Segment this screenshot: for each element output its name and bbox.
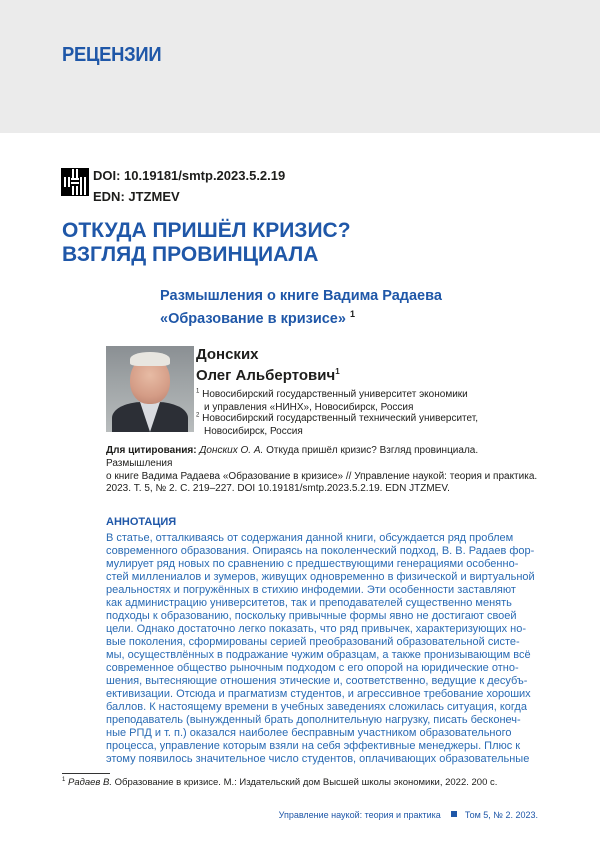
qr-code-icon [62,169,88,195]
annotation-line: подходы к образованию, поскольку привычные формы явно не достигают своей [106,610,517,622]
footnote-mark[interactable]: 1 [349,309,355,319]
journal-name: Управление наукой: теория и практика [278,810,441,820]
subtitle-line: «Образование в кризисе» $^1$ [160,309,355,327]
annotation-line: цели. Однако достаточно легко показать, что ряд привычек, характеризующих но- [106,623,527,635]
affiliation-2: $^2$ Новосибирский государственный технический университет, Новосибирск, Россия [196,413,478,438]
annotation-line: вые поколения, сформированы серией преобразований образовательной систе- [106,636,520,648]
author-photo [106,346,194,432]
annotation-line: мы, осуществлённых в подражание чужим образцам, а также пронизывающим всё [106,649,531,661]
annotation-line: стей миллениалов и зумеров, живущих одновременно в физической и виртуальной [106,571,535,583]
subtitle-line: Размышления о книге Вадима Радаева [160,288,442,304]
annotation-line: современное общество рыночным подходом с его опорой на юридические отно- [106,662,519,674]
annotation-line: мулирует ряд новых по сравнению с предшествующими генерациями особенно- [106,558,519,570]
annotation-line: ективизации. Отсюда и прагматизм студентов, и агрессивное требование хороших [106,688,531,700]
annotation-line: этому появилось значительное число студентов, оплачивающих образовательные [106,753,530,765]
annotation-line: преподаватель (вынужденный брать дополнительную нагрузку, писать бесконеч- [106,714,521,726]
title-line: ОТКУДА ПРИШЁЛ КРИЗИС? [62,219,351,242]
annotation-line: реальностях и погружённых в стихию инфодемии. Эти особенности заставляют [106,584,516,596]
edn-identifier: EDN: JTZMEV [93,189,180,204]
footnote: $^1$ Радаев В. Образование в кризисе. М.: Издательский дом Высшей школы экономики, 2022. 200 с. [62,777,498,789]
author-given-name: Олег Альбертович [196,367,336,384]
author-mark: 1 [335,367,340,376]
article-title [62,219,351,267]
doi-identifier[interactable]: DOI: 10.19181/smtp.2023.5.2.19 [93,168,286,183]
square-bullet-icon [451,811,457,817]
annotation-line: современного образования. Опираясь на поколенческий подход, В. В. Радаев фор- [106,545,535,557]
annotation-line: как администрацию университетов, так и преподавателей существенно менять [106,597,512,609]
annotation-heading: АННОТАЦИЯ [106,516,177,528]
annotation-line: ные РПД и т. п.) оказался наиболее бесправным участником образовательного [106,727,512,739]
annotation-line: В статье, отталкиваясь от содержания данной книги, обсуждается ряд проблем [106,532,514,544]
affiliation-1: $^1$ Новосибирский государственный университет экономики и управления «НИНХ», Новосибирск, Россия [196,389,468,414]
citation-block: Для цитирования: Донских О. А. Откуда пришёл кризис? Взгляд провинциала. Размышления о книге Вадима Радаева «Образование в кризисе» // Управление наукой: теория и практика. 2023. Т. 5, № 2. С. 219–227. DOI 10.19181/smtp.2023.5.2.19. EDN JTZMEV. [106,445,538,495]
annotation-line: процесса, управление которым взяли на себя эффективные менеджеры. Плюс к [106,740,521,752]
article-subtitle [160,287,442,328]
annotation-body [106,532,546,766]
author-name [196,346,340,384]
page-footer [279,810,538,820]
author-surname: Донских [196,346,259,363]
issue-info: Том 5, № 2. 2023. [464,810,538,820]
annotation-line: шения, вытесняющие отношения этические и, соответственно, ведущие к десубъ- [106,675,528,687]
annotation-line: баллов. К настоящему времени в учебных заведениях сложилась ситуация, когда [106,701,527,713]
section-label: РЕЦЕНЗИИ [62,44,162,66]
title-line: ВЗГЛЯД ПРОВИНЦИАЛА [62,243,319,266]
footnote-divider [62,773,110,774]
